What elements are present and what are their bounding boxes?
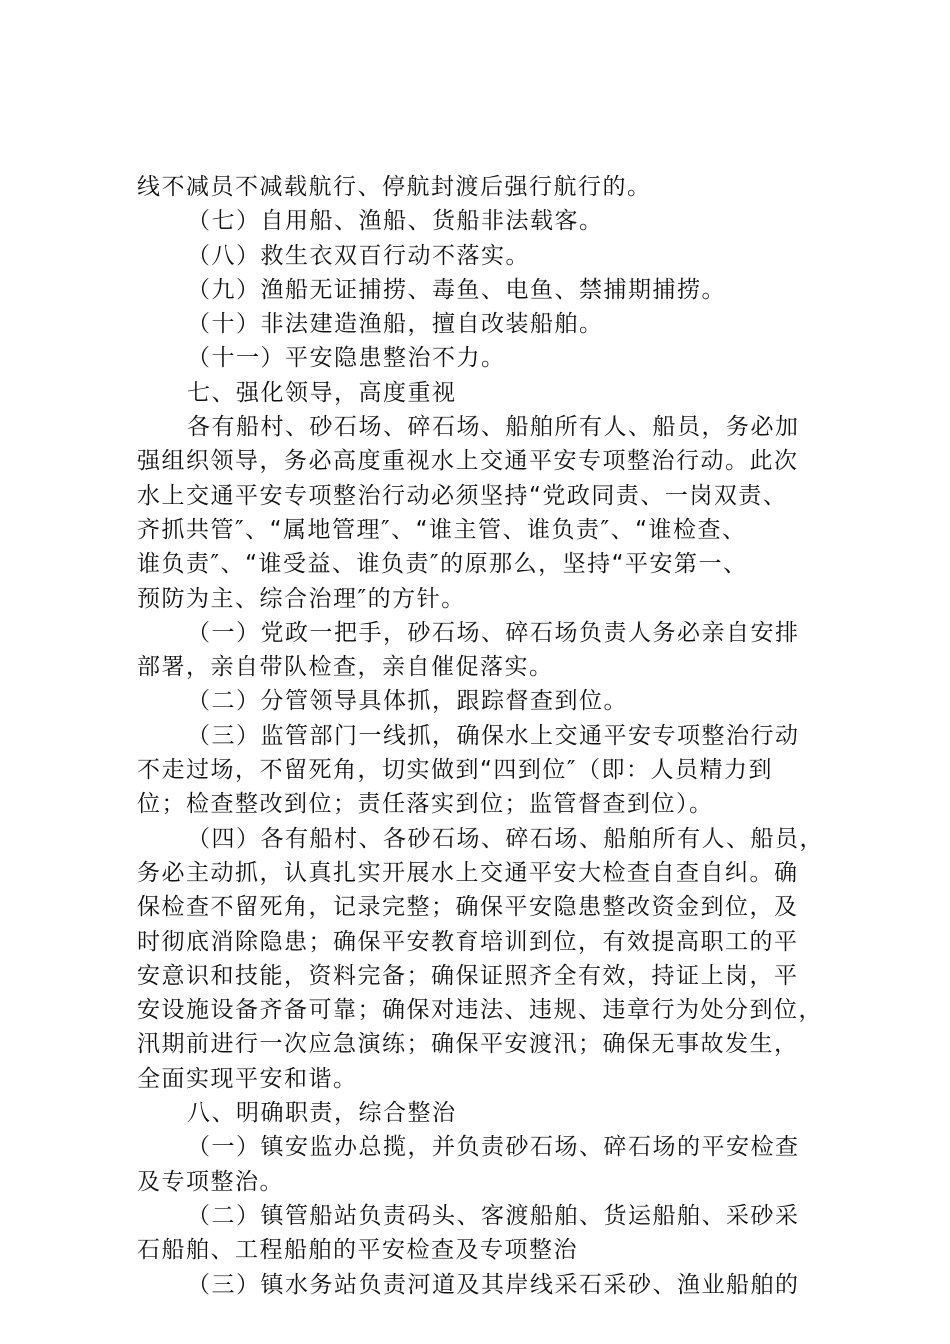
text-line: 预防为主、综合治理″的方针。: [137, 585, 466, 612]
text-line: （一）镇安监办总揽，并负责砂石场、碎石场的平安检查: [187, 1134, 800, 1161]
text-line: （三）镇水务站负责河道及其岸线采石采砂、渔业船舶的: [187, 1271, 800, 1298]
text-line: （十一）平安隐患整治不力。: [187, 345, 506, 372]
text-line: 全面实现平安和谐。: [137, 1065, 358, 1092]
text-line: 汛期前进行一次应急演练；确保平安渡汛；确保无事故发生，: [137, 1031, 799, 1058]
text-line: （八）救生衣双百行动不落实。: [187, 242, 530, 269]
document-body: [137, 170, 827, 1302]
text-line: 不走过场，不留死角，切实做到“四到位″（即：人员精力到: [137, 757, 774, 784]
text-line: （一）党政一把手，砂石场、碎石场负责人务必亲自安排: [187, 619, 800, 646]
text-line: 谁负责″、“谁受益、谁负责″的原那么，坚持“平安第一、: [137, 551, 748, 578]
text-line: 安意识和技能，资料完备；确保证照齐全有效，持证上岗，平: [137, 962, 799, 989]
text-line: 七、强化领导，高度重视: [187, 379, 457, 406]
text-line: 及专项整治。: [137, 1168, 284, 1195]
text-line: 部署，亲自带队检查，亲自催促落实。: [137, 654, 554, 681]
text-line: 各有船村、砂石场、碎石场、船舶所有人、船员，务必加: [187, 414, 800, 441]
text-line: 强组织领导，务必高度重视水上交通平安专项整治行动。此次: [137, 448, 799, 475]
text-line: 齐抓共管″、“属地管理″、“谁主管、谁负责″、“谁检查、: [137, 516, 747, 543]
text-line: （二）镇管船站负责码头、客渡船舶、货运船舶、采砂采: [187, 1202, 800, 1229]
text-line: （二）分管领导具体抓，跟踪督查到位。: [187, 688, 628, 715]
text-line: （九）渔船无证捕捞、毒鱼、电鱼、禁捕期捕捞。: [187, 276, 726, 303]
text-line: （七）自用船、渔船、货船非法载客。: [187, 208, 604, 235]
text-line: 保检查不留死角，记录完整；确保平安隐患整改资金到位，及: [137, 894, 799, 921]
text-line: 务必主动抓，认真扎实开展水上交通平安大检查自查自纠。确: [137, 859, 799, 886]
text-line: 位；检查整改到位；责任落实到位；监管督查到位）。: [137, 791, 714, 818]
text-line: 八、明确职责，综合整治: [187, 1100, 457, 1127]
text-line: （十）非法建造渔船，擅自改装船舶。: [187, 311, 604, 338]
text-line: 时彻底消除隐患；确保平安教育培训到位，有效提高职工的平: [137, 928, 799, 955]
text-line: 水上交通平安专项整治行动必须坚持“党政同责、一岗双责、: [137, 482, 788, 509]
text-line: 线不减员不减载航行、停航封渡后强行航行的。: [137, 174, 652, 200]
text-line: 安设施设备齐备可靠；确保对违法、违规、违章行为处分到位，: [137, 997, 823, 1024]
text-line: 石船舶、工程船舶的平安检查及专项整治: [137, 1237, 578, 1264]
text-line: （四）各有船村、各砂石场、碎石场、船舶所有人、船员，: [187, 825, 824, 852]
text-line: （三）监管部门一线抓，确保水上交通平安专项整治行动: [187, 722, 800, 749]
